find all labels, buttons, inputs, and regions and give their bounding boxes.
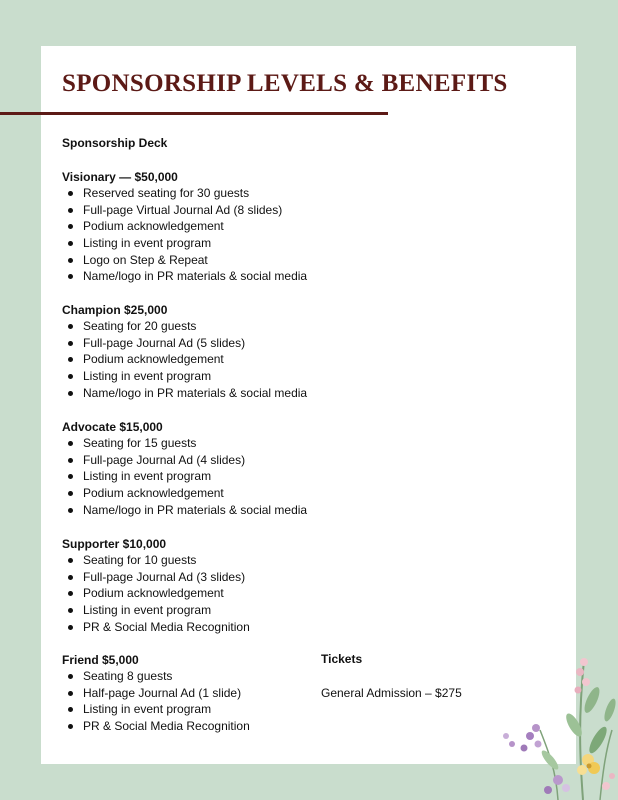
bullet-icon xyxy=(68,674,73,679)
bullet-icon xyxy=(68,508,73,513)
bullet-icon xyxy=(68,491,73,496)
benefit-item: Full-page Journal Ad (5 slides) xyxy=(62,335,362,352)
bullet-icon xyxy=(68,691,73,696)
benefit-list xyxy=(62,552,362,635)
bullet-icon xyxy=(68,591,73,596)
tier-title: Champion $25,000 xyxy=(62,303,168,317)
page-title: SPONSORSHIP LEVELS & BENEFITS xyxy=(62,70,508,97)
benefit-item: Name/logo in PR materials & social media xyxy=(62,502,362,519)
benefit-item: PR & Social Media Recognition xyxy=(62,718,362,735)
benefit-item: Listing in event program xyxy=(62,701,362,718)
bullet-icon xyxy=(68,324,73,329)
benefit-item: Full-page Virtual Journal Ad (8 slides) xyxy=(62,202,362,219)
benefit-item: Listing in event program xyxy=(62,468,362,485)
tier-title: Visionary — $50,000 xyxy=(62,170,178,184)
benefit-item: Full-page Journal Ad (4 slides) xyxy=(62,452,362,469)
bullet-icon xyxy=(68,357,73,362)
benefit-item: Name/logo in PR materials & social media xyxy=(62,385,362,402)
benefit-item: Podium acknowledgement xyxy=(62,351,362,368)
bullet-icon xyxy=(68,391,73,396)
tier-champion xyxy=(62,302,362,401)
benefit-item: Listing in event program xyxy=(62,235,362,252)
deck-label: Sponsorship Deck xyxy=(62,136,168,150)
benefit-item: Podium acknowledgement xyxy=(62,585,362,602)
benefit-item: Podium acknowledgement xyxy=(62,485,362,502)
benefit-item: Listing in event program xyxy=(62,602,362,619)
bullet-icon xyxy=(68,274,73,279)
benefit-item: Name/logo in PR materials & social media xyxy=(62,268,362,285)
benefit-item: Logo on Step & Repeat xyxy=(62,252,362,269)
bullet-icon xyxy=(68,575,73,580)
benefit-list xyxy=(62,318,362,401)
bullet-icon xyxy=(68,258,73,263)
tier-visionary xyxy=(62,169,362,285)
floral-decoration-icon xyxy=(488,640,618,800)
tier-advocate xyxy=(62,419,362,518)
bullet-icon xyxy=(68,241,73,246)
tier-title: Friend $5,000 xyxy=(62,653,139,667)
benefit-item: Seating for 15 guests xyxy=(62,435,362,452)
bullet-icon xyxy=(68,374,73,379)
bullet-icon xyxy=(68,625,73,630)
tier-title: Advocate $15,000 xyxy=(62,420,163,434)
tickets-section xyxy=(321,651,462,700)
tickets-title: Tickets xyxy=(321,652,363,666)
benefit-list xyxy=(62,668,362,735)
benefit-item: Podium acknowledgement xyxy=(62,218,362,235)
general-admission-price: General Admission – $275 xyxy=(321,686,462,700)
benefit-list xyxy=(62,185,362,285)
benefit-item: Seating for 20 guests xyxy=(62,318,362,335)
bullet-icon xyxy=(68,208,73,213)
tier-supporter xyxy=(62,536,362,635)
benefit-item: Listing in event program xyxy=(62,368,362,385)
title-underline xyxy=(0,112,388,115)
benefit-item: Seating for 10 guests xyxy=(62,552,362,569)
bullet-icon xyxy=(68,191,73,196)
bullet-icon xyxy=(68,458,73,463)
benefit-item: Half-page Journal Ad (1 slide) xyxy=(62,685,362,702)
benefit-item: Full-page Journal Ad (3 slides) xyxy=(62,569,362,586)
bullet-icon xyxy=(68,224,73,229)
benefit-item: Seating 8 guests xyxy=(62,668,362,685)
bullet-icon xyxy=(68,707,73,712)
bullet-icon xyxy=(68,474,73,479)
tier-title: Supporter $10,000 xyxy=(62,537,167,551)
bullet-icon xyxy=(68,724,73,729)
bullet-icon xyxy=(68,341,73,346)
benefit-item: PR & Social Media Recognition xyxy=(62,619,362,636)
bullet-icon xyxy=(68,608,73,613)
bullet-icon xyxy=(68,558,73,563)
tier-friend xyxy=(62,652,362,735)
benefit-list xyxy=(62,435,362,518)
bullet-icon xyxy=(68,441,73,446)
benefit-item: Reserved seating for 30 guests xyxy=(62,185,362,202)
